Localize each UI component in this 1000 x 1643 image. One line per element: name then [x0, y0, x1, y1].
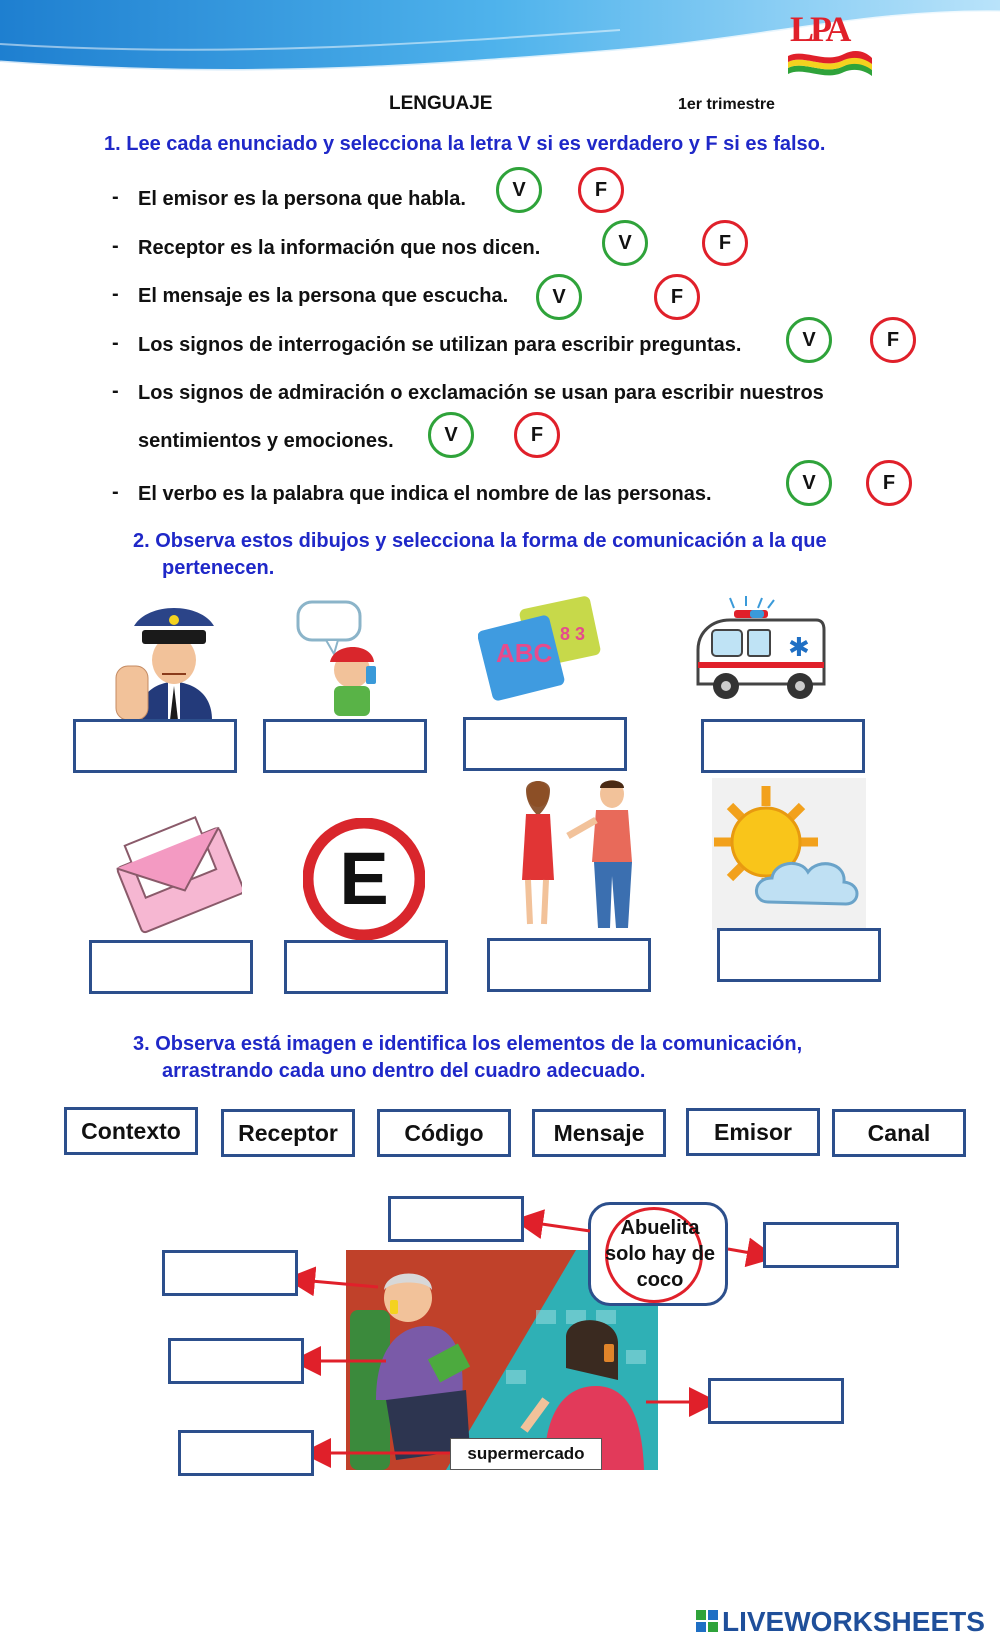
- false-option-3[interactable]: F: [654, 274, 700, 320]
- svg-text:8 3: 8 3: [560, 624, 586, 644]
- section3-instruction-line1: 3. Observa está imagen e identifica los elementos de la comunicación,: [133, 1033, 803, 1055]
- logo-text: LPA: [790, 9, 848, 49]
- statement-2: Receptor es la información que nos dicen.: [138, 237, 541, 259]
- speech-bubble-text: Abuelita solo hay de coco: [604, 1217, 716, 1291]
- answer-box-talking[interactable]: [487, 938, 651, 992]
- bullet-dash: -: [112, 481, 119, 503]
- school-logo: [784, 10, 876, 80]
- answer-box-ambulance[interactable]: [701, 719, 865, 773]
- statement-6: El verbo es la palabra que indica el nombre de las personas.: [138, 483, 712, 505]
- chip-codigo[interactable]: Código: [377, 1109, 511, 1157]
- true-option-3[interactable]: V: [536, 274, 582, 320]
- bullet-dash: -: [112, 186, 119, 208]
- sun-and-cloud-icon: [712, 778, 866, 930]
- section3-instruction-line2: arrastrando cada uno dentro del cuadro adecuado.: [162, 1060, 646, 1082]
- liveworksheets-logo-icon: [696, 1610, 718, 1632]
- place-label: supermercado: [450, 1438, 602, 1470]
- false-option-5[interactable]: F: [514, 412, 560, 458]
- chip-contexto[interactable]: Contexto: [64, 1107, 198, 1155]
- false-option-6[interactable]: F: [866, 460, 912, 506]
- true-option-6[interactable]: V: [786, 460, 832, 506]
- false-option-1[interactable]: F: [578, 167, 624, 213]
- traffic-sign-E-icon: [303, 818, 425, 940]
- true-option-4[interactable]: V: [786, 317, 832, 363]
- answer-box-books[interactable]: [463, 717, 627, 771]
- section2-instruction-line2: pertenecen.: [162, 557, 275, 579]
- true-option-1[interactable]: V: [496, 167, 542, 213]
- term-label: 1er trimestre: [678, 96, 775, 113]
- drop-box-right-bottom[interactable]: [708, 1378, 844, 1424]
- chip-receptor[interactable]: Receptor: [221, 1109, 355, 1157]
- footer-brand: LIVEWORKSHEETS: [722, 1606, 985, 1637]
- answer-box-envelope[interactable]: [89, 940, 253, 994]
- ambulance-icon: [690, 596, 830, 706]
- statement-5-line1: Los signos de admiración o exclamación se usan para escribir nuestros: [138, 382, 824, 404]
- child-on-phone-icon: [290, 600, 410, 720]
- answer-box-weather[interactable]: [717, 928, 881, 982]
- statement-1: El emisor es la persona que habla.: [138, 188, 466, 210]
- answer-box-child-phone[interactable]: [263, 719, 427, 773]
- bullet-dash: -: [112, 283, 119, 305]
- section1-instruction: 1. Lee cada enunciado y selecciona la letra V si es verdadero y F si es falso.: [104, 133, 826, 155]
- false-option-4[interactable]: F: [870, 317, 916, 363]
- abc-books-icon: [478, 596, 606, 708]
- police-officer-icon: [108, 598, 238, 720]
- statement-5-line2: sentimientos y emociones.: [138, 430, 394, 452]
- drop-box-left-bottom[interactable]: [178, 1430, 314, 1476]
- envelope-letter-icon: [112, 806, 242, 936]
- false-option-2[interactable]: F: [702, 220, 748, 266]
- man-and-woman-talking-icon: [508, 780, 648, 932]
- svg-text:✱: ✱: [788, 633, 810, 663]
- subject-title: LENGUAJE: [389, 93, 493, 114]
- drop-box-top[interactable]: [388, 1196, 524, 1242]
- statement-3: El mensaje es la persona que escucha.: [138, 285, 509, 307]
- true-option-5[interactable]: V: [428, 412, 474, 458]
- bullet-dash: -: [112, 380, 119, 402]
- answer-box-traffic-sign[interactable]: [284, 940, 448, 994]
- chip-mensaje[interactable]: Mensaje: [532, 1109, 666, 1157]
- chip-emisor[interactable]: Emisor: [686, 1108, 820, 1156]
- svg-text:E: E: [339, 837, 389, 920]
- answer-box-police[interactable]: [73, 719, 237, 773]
- section2-instruction-line1: 2. Observa estos dibujos y selecciona la forma de comunicación a la que: [133, 530, 827, 552]
- drop-box-left-top[interactable]: [162, 1250, 298, 1296]
- bullet-dash: -: [112, 235, 119, 257]
- drop-box-right-top[interactable]: [763, 1222, 899, 1268]
- bullet-dash: -: [112, 332, 119, 354]
- drop-box-left-middle[interactable]: [168, 1338, 304, 1384]
- statement-4: Los signos de interrogación se utilizan para escribir preguntas.: [138, 334, 742, 356]
- chip-canal[interactable]: Canal: [832, 1109, 966, 1157]
- true-option-2[interactable]: V: [602, 220, 648, 266]
- svg-text:ABC: ABC: [496, 638, 553, 668]
